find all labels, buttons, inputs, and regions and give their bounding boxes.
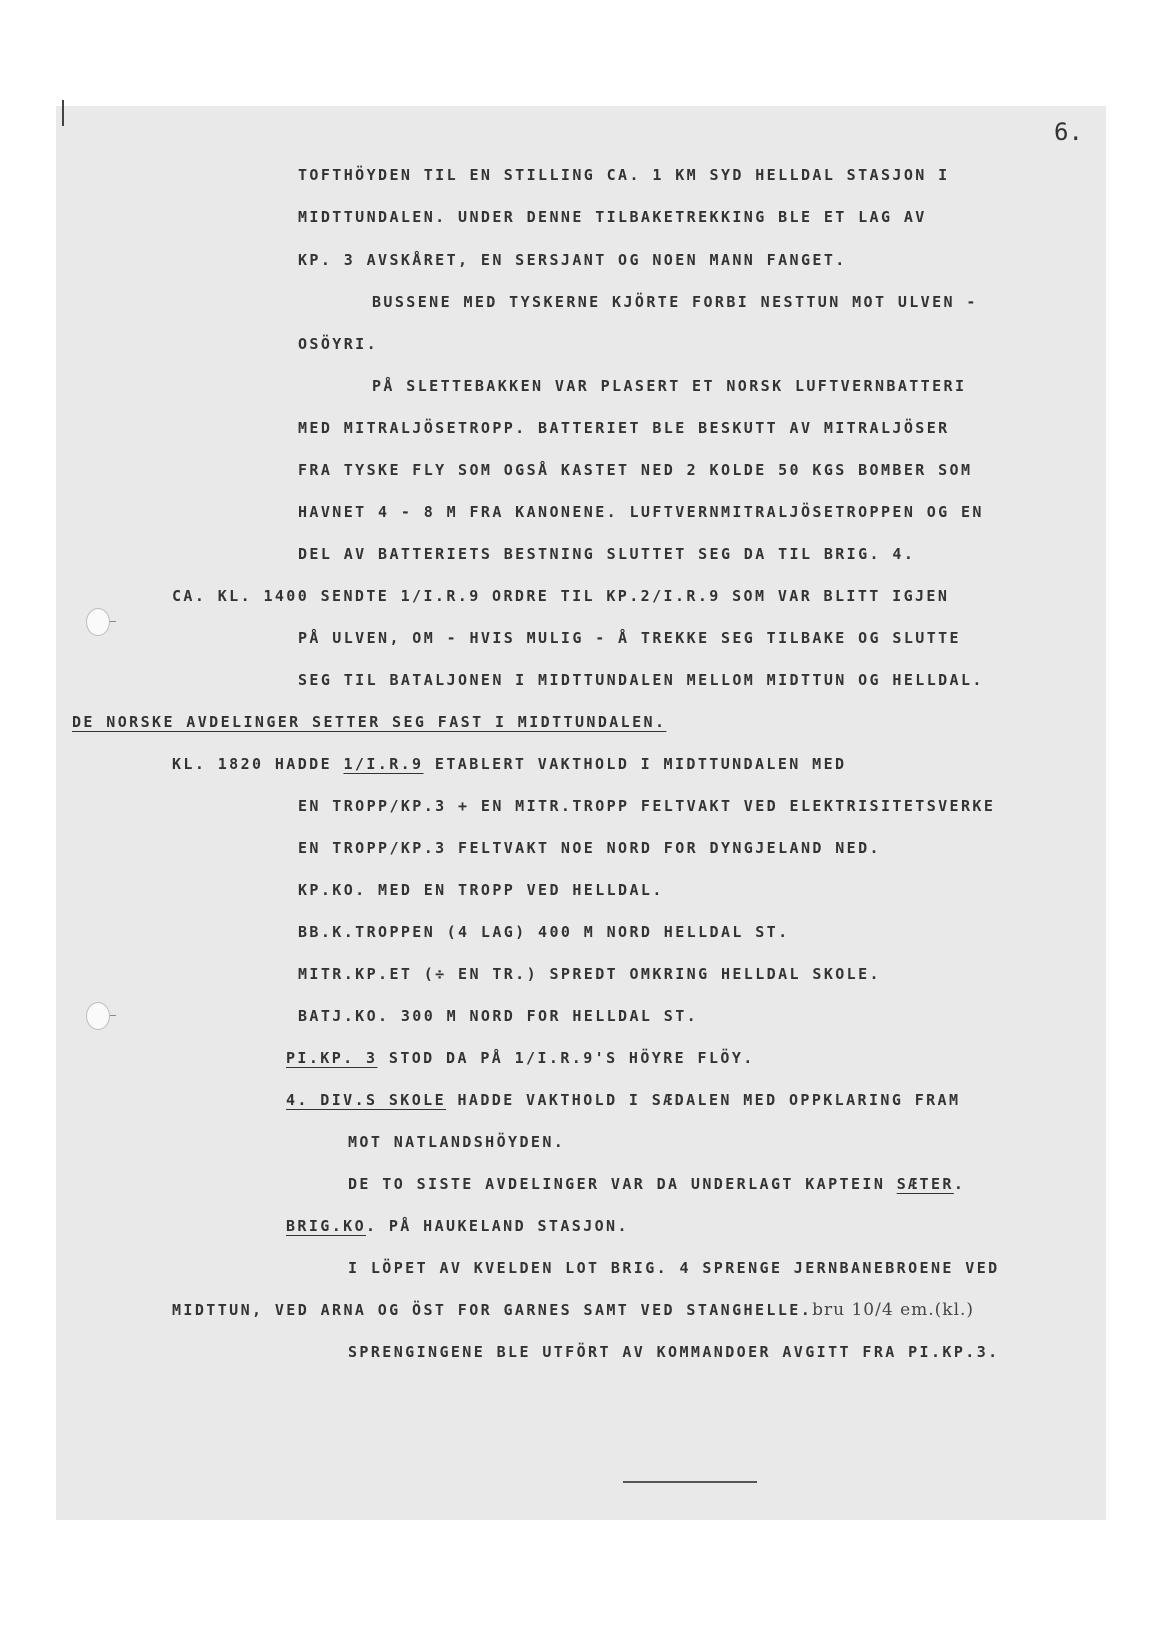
text-line-21: BATJ.KO. 300 M NORD FOR HELLDAL ST. xyxy=(298,1007,699,1025)
text-line-12: PÅ ULVEN, OM - HVIS MULIG - Å TREKKE SEG TILBAKE OG SLUTTE xyxy=(298,629,961,647)
handwritten-note: bru 10/4 em.(kl.) xyxy=(812,1300,975,1320)
text-line-22 xyxy=(286,1048,755,1068)
text-line-24: MOT NATLANDSHÖYDEN. xyxy=(348,1133,566,1151)
text-line-10: DEL AV BATTERIETS BESTNING SLUTTET SEG DA TIL BRIG. 4. xyxy=(298,545,916,563)
text-line-13: SEG TIL BATALJONEN I MIDTTUNDALEN MELLOM MIDTTUN OG HELLDAL. xyxy=(298,671,984,689)
page-number: 6. xyxy=(1054,118,1083,146)
text-line-15 xyxy=(172,754,846,774)
text-line-2: MIDTTUNDALEN. UNDER DENNE TILBAKETREKKING BLE ET LAG AV xyxy=(298,208,927,226)
text-line-9: HAVNET 4 - 8 M FRA KANONENE. LUFTVERNMITRALJÖSETROPPEN OG EN xyxy=(298,503,984,521)
text-line-27: I LÖPET AV KVELDEN LOT BRIG. 4 SPRENGE JERNBANEBROENE VED xyxy=(348,1259,1000,1277)
punch-hole-lower xyxy=(86,1002,110,1030)
margin-mark xyxy=(62,100,64,126)
text-line-26 xyxy=(286,1216,629,1236)
text-line-22-end: STOD DA PÅ 1/I.R.9'S HÖYRE FLÖY. xyxy=(388,1049,755,1067)
punch-hole-upper-tick xyxy=(110,621,116,622)
text-line-20: MITR.KP.ET (÷ EN TR.) SPREDT OMKRING HELLDAL SKOLE. xyxy=(298,965,881,983)
unit-1-ir9: 1/I.R.9 xyxy=(343,755,424,773)
punch-hole-upper xyxy=(86,608,110,636)
text-line-28 xyxy=(172,1300,974,1320)
text-line-25-end: . xyxy=(953,1175,966,1193)
text-line-3: KP. 3 AVSKÅRET, EN SERSJANT OG NOEN MANN FANGET. xyxy=(298,251,847,269)
text-line-17: EN TROPP/KP.3 FELTVAKT NOE NORD FOR DYNGJELAND NED. xyxy=(298,839,881,857)
text-line-23 xyxy=(286,1090,960,1110)
unit-brig-ko: BRIG.KO xyxy=(286,1217,367,1235)
text-line-4: BUSSENE MED TYSKERNE KJÖRTE FORBI NESTTUN MOT ULVEN - xyxy=(372,293,978,311)
text-line-25-start: DE TO SISTE AVDELINGER VAR DA UNDERLAGT KAPTEIN xyxy=(348,1175,886,1193)
punch-hole-lower-tick xyxy=(110,1015,116,1016)
text-line-18: KP.KO. MED EN TROPP VED HELLDAL. xyxy=(298,881,664,899)
officer-saeter: SÆTER xyxy=(896,1175,954,1193)
text-line-26-end: . PÅ HAUKELAND STASJON. xyxy=(366,1217,629,1235)
text-line-11: CA. KL. 1400 SENDTE 1/I.R.9 ORDRE TIL KP.2/I.R.9 SOM VAR BLITT IGJEN xyxy=(172,587,950,605)
text-line-23-end: HADDE VAKTHOLD I SÆDALEN MED OPPKLARING FRAM xyxy=(457,1091,961,1109)
text-line-1: TOFTHÖYDEN TIL EN STILLING CA. 1 KM SYD HELLDAL STASJON I xyxy=(298,166,950,184)
text-line-5: OSÖYRI. xyxy=(298,335,379,353)
text-line-6: PÅ SLETTEBAKKEN VAR PLASERT ET NORSK LUFTVERNBATTERI xyxy=(372,377,967,395)
text-line-28-start: MIDTTUN, VED ARNA OG ÖST FOR GARNES SAMT VED STANGHELLE. xyxy=(172,1301,813,1319)
text-line-15-start: KL. 1820 HADDE xyxy=(172,755,333,773)
text-line-29: SPRENGINGENE BLE UTFÖRT AV KOMMANDOER AVGITT FRA PI.KP.3. xyxy=(348,1343,1000,1361)
text-line-8: FRA TYSKE FLY SOM OGSÅ KASTET NED 2 KOLDE 50 KGS BOMBER SOM xyxy=(298,461,973,479)
unit-pi-kp-3: PI.KP. 3 xyxy=(286,1049,378,1067)
text-line-19: BB.K.TROPPEN (4 LAG) 400 M NORD HELLDAL ST. xyxy=(298,923,790,941)
section-heading: DE NORSKE AVDELINGER SETTER SEG FAST I MIDTTUNDALEN. xyxy=(72,713,667,731)
text-line-25 xyxy=(348,1174,965,1194)
text-line-15-end: ETABLERT VAKTHOLD I MIDTTUNDALEN MED xyxy=(434,755,847,773)
unit-div-skole: 4. DIV.S SKOLE xyxy=(286,1091,447,1109)
text-line-7: MED MITRALJÖSETROPP. BATTERIET BLE BESKUTT AV MITRALJÖSER xyxy=(298,419,950,437)
text-line-16: EN TROPP/KP.3 + EN MITR.TROPP FELTVAKT VED ELEKTRISITETSVERKE xyxy=(298,797,996,815)
closing-rule xyxy=(623,1481,757,1483)
